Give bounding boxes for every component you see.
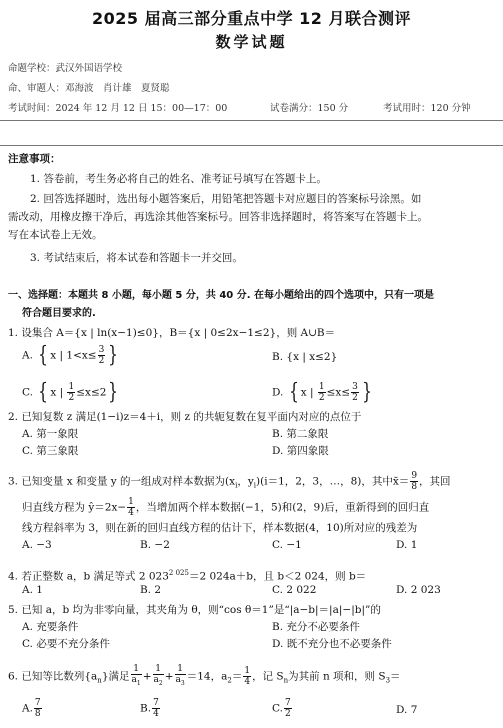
q4-stem-post: ＝2 024a＋b，且 b＜2 024，则 b＝ bbox=[188, 570, 367, 583]
q6-c-den: 2 bbox=[285, 709, 291, 719]
q6-option-d: D. 7 bbox=[396, 704, 418, 716]
notice-item-2c: 写在本试卷上无效。 bbox=[8, 229, 103, 241]
q1-d-den2: 2 bbox=[352, 393, 358, 403]
q1-d-label: D. bbox=[272, 386, 287, 399]
exam-time: 考试时间：2024 年 12 月 12 日 15：00—17：00 bbox=[8, 103, 228, 114]
q1-option-b: B. {x | x≤2} bbox=[272, 351, 338, 363]
exam-title: 2025 届高三部分重点中学 12 月联合测评 bbox=[91, 9, 411, 28]
q3-xbar: x̄＝ bbox=[392, 475, 410, 488]
q5-option-c: C. 必要不充分条件 bbox=[22, 638, 110, 650]
q2-option-b: B. 第二象限 bbox=[272, 428, 329, 440]
q6-s1: 1 bbox=[136, 679, 141, 687]
q5-option-d: D. 既不充分也不必要条件 bbox=[272, 638, 392, 650]
q3-l1-num: 9 bbox=[411, 471, 418, 481]
q2-stem: 2. 已知复数 z 满足(1−i)z＝4＋i，则 z 的共轭复数在复平面内对应的点位于 bbox=[8, 411, 362, 423]
q6-mid3: ＝ bbox=[231, 670, 243, 683]
q1-d-mid: ≤x≤ bbox=[326, 386, 351, 399]
q1-c-num: 1 bbox=[68, 382, 75, 392]
q6-a1: a bbox=[131, 675, 137, 685]
q6-mid2: ＝14，a bbox=[186, 670, 228, 683]
q3-l2-den: 4 bbox=[128, 508, 134, 518]
q3-l2-post: ，当增加两个样本数据(−1，5)和(2，9)后，重新得到的回归直 bbox=[135, 501, 430, 514]
notice-item-2b: 需改动，用橡皮擦干净后，再选涂其他答案标号。回答非选择题时，将答案写在答题卡上。 bbox=[8, 211, 428, 223]
q6-mid1: }满足 bbox=[101, 670, 130, 683]
q6-a-num: 7 bbox=[34, 698, 41, 708]
q1-c-label: C. bbox=[22, 386, 37, 399]
q3-option-a: A. −3 bbox=[22, 539, 52, 551]
notice-item-3: 3. 考试结束后，将本试卷和答题卡一并交回。 bbox=[30, 252, 243, 264]
q3-l1-den: 8 bbox=[411, 482, 418, 492]
q1-d-den1: 2 bbox=[318, 393, 325, 403]
section-heading-line1: 一、选择题：本题共 8 小题，每小题 5 分，共 40 分. 在每小题给出的四个选项中，只有一项是 bbox=[8, 290, 435, 301]
duration: 考试用时：120 分钟 bbox=[383, 103, 471, 114]
q1-d-num2: 3 bbox=[352, 382, 358, 392]
q4-stem bbox=[8, 566, 366, 584]
q6-a-label: A. bbox=[22, 702, 33, 715]
q3-line-3: 线方程斜率为 3，则在新的回归直线方程的估计下，样本数据(4，10)所对应的残差为 bbox=[22, 522, 418, 534]
q1-a-set: x | 1<x≤ bbox=[50, 349, 97, 362]
q4-option-c: C. 2 022 bbox=[272, 584, 317, 596]
q1-a-den: 2 bbox=[98, 356, 105, 366]
q1-option-a: A. { x | 1<x≤ $\frac{3}{2}$ } bbox=[22, 342, 119, 368]
q1-c-set-post: ≤x≤2 bbox=[76, 386, 107, 399]
q6-a-den: 8 bbox=[34, 709, 41, 719]
notice-item-1: 1. 答卷前，考生务必将自己的姓名、准考证号填写在答题卡上。 bbox=[30, 173, 327, 185]
q4-exponent: 2 025 bbox=[168, 569, 189, 577]
q1-d-set: x | bbox=[300, 386, 317, 399]
authors-line: 命、审题人：邓海波 肖计雄 夏贤聪 bbox=[8, 83, 170, 94]
q2-option-a: A. 第一象限 bbox=[22, 428, 79, 440]
q1-option-d: D. { x | $\frac{1}{2}$ ≤x≤ $\frac{3}{2}$ } bbox=[272, 379, 372, 405]
q6-post3: ＝ bbox=[390, 670, 401, 683]
q3-line-1: 3. 已知变量 x 和变量 y 的一组成对样本数据为($x_i$，$y_i)(i=1$，2，3，…，8)，其中x̄＝ $\frac{9}{8}$ ，其回 bbox=[8, 471, 451, 492]
q1-c-set: x | bbox=[50, 386, 67, 399]
q1-c-den: 2 bbox=[68, 393, 75, 403]
q1-a-label: A. bbox=[22, 349, 37, 362]
q5-stem: 5. 已知 a，b 均为非零向量，其夹角为 θ，则“cos θ＝1”是“|a−b|＝|a|−|b|”的 bbox=[8, 604, 381, 616]
q3-l1-end: ，其回 bbox=[419, 475, 451, 488]
q3-l1-mid: ，y bbox=[237, 475, 254, 488]
q5-option-b: B. 充分不必要条件 bbox=[272, 621, 360, 633]
q3-l2-pre: 归直线方程为 ŷ＝2x− bbox=[22, 501, 127, 514]
q6-b-label: B. bbox=[140, 702, 152, 715]
q2-option-d: D. 第四象限 bbox=[272, 445, 329, 457]
q6-b-num: 7 bbox=[153, 698, 159, 708]
q3-l1-pre: 3. 已知变量 x 和变量 y 的一组成对样本数据为(x bbox=[8, 475, 236, 488]
q3-option-b: B. −2 bbox=[140, 539, 170, 551]
school-line: 命题学校：武汉外国语学校 bbox=[8, 63, 123, 74]
notice-item-2a: 2. 回答选择题时，选出每小题答案后，用铅笔把答题卡对应题目的答案标号涂黑。如 bbox=[30, 193, 422, 205]
q4-stem-pre: 4. 若正整数 a，b 满足等式 2 023 bbox=[8, 570, 169, 583]
q6-post2: 为其前 n 项和，则 S bbox=[288, 670, 386, 683]
q6-s2: 2 bbox=[158, 679, 163, 687]
q6-c-num: 7 bbox=[285, 698, 291, 708]
q1-d-num1: 1 bbox=[318, 382, 325, 392]
divider-mid bbox=[0, 145, 503, 146]
q6-pre: 6. 已知等比数列{a bbox=[8, 670, 98, 683]
q1-option-c: C. { x | $\frac{1}{2}$ ≤x≤2} bbox=[22, 379, 119, 405]
divider-top bbox=[0, 120, 503, 121]
q3-l2-num: 1 bbox=[128, 497, 134, 507]
section-heading-line2: 符合题目要求的. bbox=[22, 308, 96, 319]
q6-stem: 6. 已知等比数列$\{a_n\}$满足 $\frac{1}{a_1}$ + $\frac{1}{a_2}$ + $\frac{1}{a_3}$ ＝14，$a_2=$ $\frac{1}{4}$ ，记 $S_n$为其前 n 项和，则 $S_3=$ bbox=[8, 664, 401, 687]
q3-line-2 bbox=[22, 497, 429, 518]
q2-option-c: C. 第三象限 bbox=[22, 445, 79, 457]
q1-stem: 1. 设集合 A＝{x | ln(x−1)≤0}，B＝{x | 0≤2x−1≤2}，则 A∪B＝ bbox=[8, 327, 336, 339]
q6-c-label: C. bbox=[272, 702, 283, 715]
q4-option-b: B. 2 bbox=[140, 584, 162, 596]
q3-l1-post: )(i＝1，2，3，…，8)，其中 bbox=[256, 475, 393, 488]
q6-s3: 3 bbox=[180, 679, 185, 687]
notice-heading: 注意事项： bbox=[8, 153, 61, 165]
q6-option-b bbox=[140, 698, 161, 719]
q4-option-d: D. 2 023 bbox=[396, 584, 441, 596]
q6-option-c bbox=[272, 698, 293, 719]
q3-option-c: C. −1 bbox=[272, 539, 302, 551]
q4-option-a: A. 1 bbox=[22, 584, 43, 596]
q3-option-d: D. 1 bbox=[396, 539, 418, 551]
q6-b-den: 4 bbox=[153, 709, 159, 719]
q6-option-a bbox=[22, 698, 43, 719]
full-score: 试卷满分：150 分 bbox=[270, 103, 349, 114]
q1-a-num: 3 bbox=[98, 345, 105, 355]
q5-option-a: A. 充要条件 bbox=[22, 621, 79, 633]
q6-post: ，记 S bbox=[252, 670, 284, 683]
exam-subtitle: 数学试题 bbox=[215, 33, 288, 51]
